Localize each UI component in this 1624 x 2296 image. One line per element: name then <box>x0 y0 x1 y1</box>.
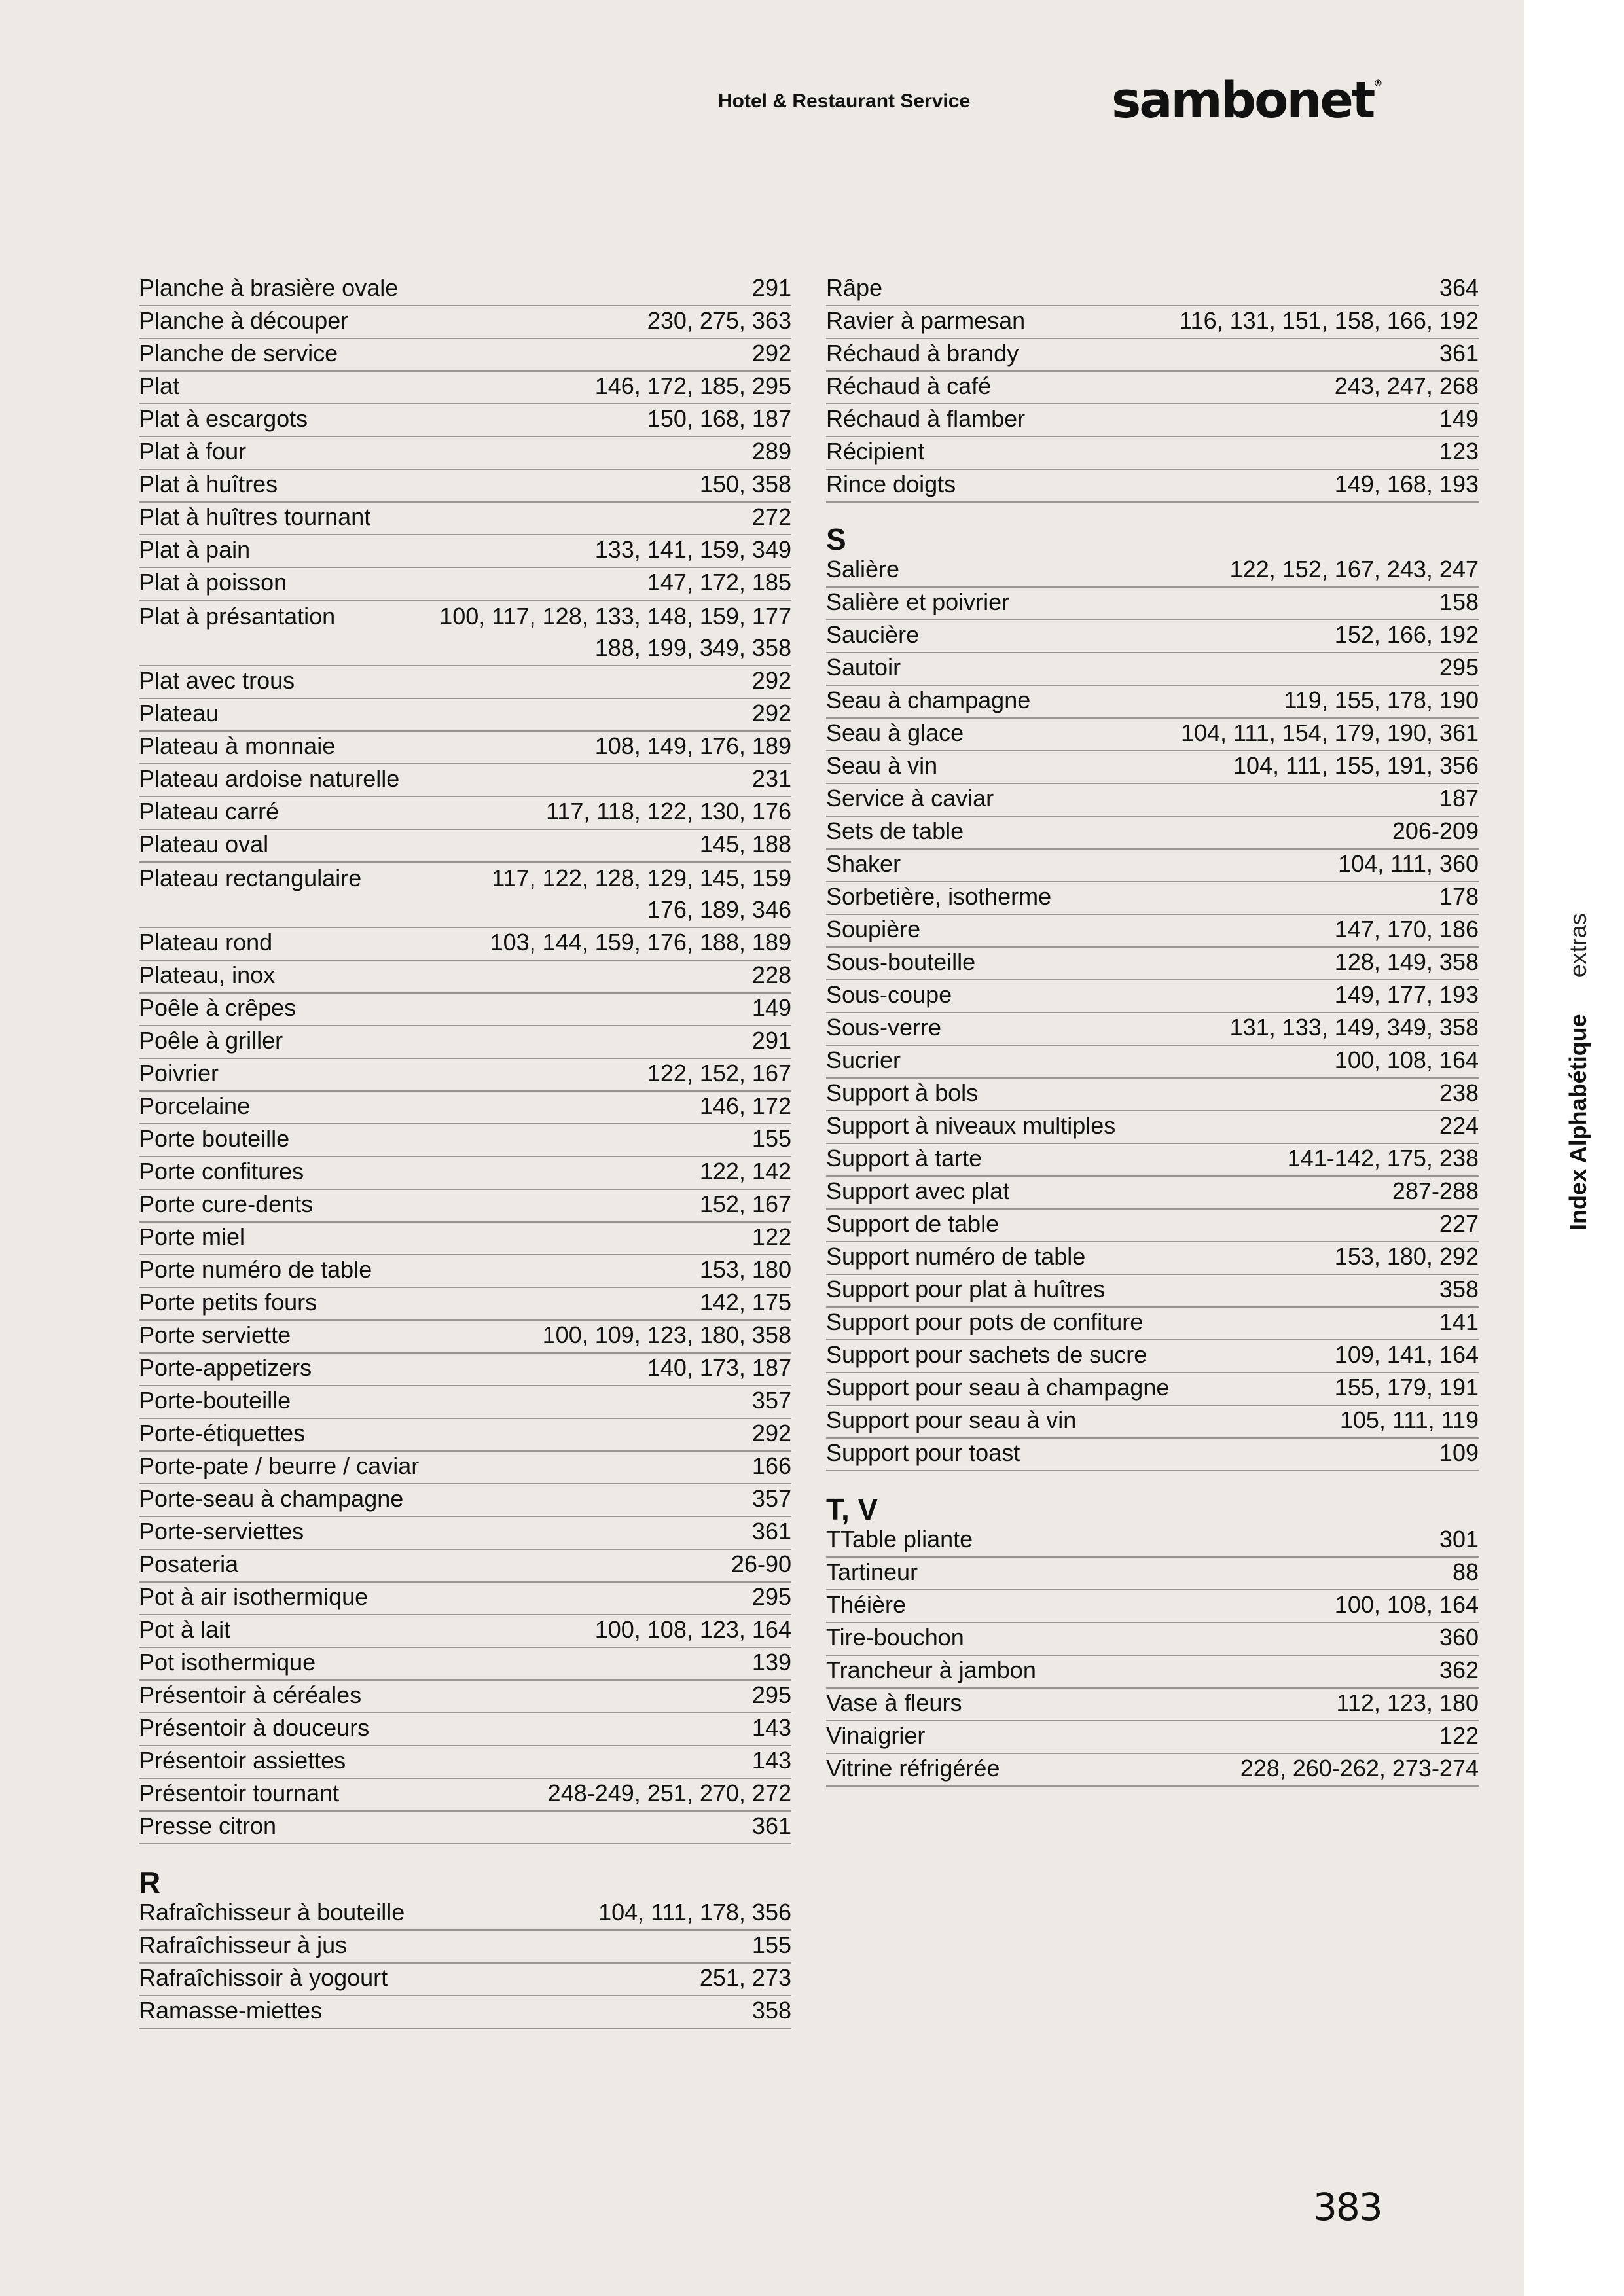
entry-pages: 153, 180 <box>699 1256 791 1283</box>
index-entry <box>826 1689 1479 1721</box>
chapter-title: extras <box>1564 913 1591 978</box>
index-entry <box>139 1550 791 1583</box>
index-entry <box>139 1419 791 1452</box>
entry-pages: 122, 142 <box>699 1158 791 1185</box>
entry-pages: 128, 149, 358 <box>1334 948 1479 975</box>
entry-pages: 155 <box>751 1125 791 1152</box>
entry-label: Plat à huîtres <box>139 471 278 497</box>
index-entry <box>826 1439 1479 1471</box>
index-entry <box>139 961 791 994</box>
index-entry <box>826 817 1479 850</box>
entry-label: Porte numéro de table <box>139 1256 372 1283</box>
entry-label: Salière <box>826 556 900 583</box>
entry-pages: 100, 117, 128, 133, 148, 159, 177 <box>439 603 791 630</box>
index-entry <box>826 1721 1479 1754</box>
entry-pages: 206-209 <box>1392 817 1479 844</box>
entry-pages: 360 <box>1439 1624 1479 1651</box>
index-entry <box>139 1964 791 1996</box>
entry-pages: 188, 199, 349, 358 <box>594 634 791 661</box>
index-entry <box>139 1354 791 1386</box>
index-entry <box>826 1623 1479 1656</box>
entry-pages: 141 <box>1439 1308 1479 1335</box>
entry-label: Poêle à crêpes <box>139 994 297 1021</box>
index-entry <box>139 568 791 601</box>
entry-label: Plateau carré <box>139 798 280 825</box>
entry-pages: 361 <box>751 1518 791 1545</box>
entry-label: Pot à air isothermique <box>139 1583 369 1610</box>
entry-pages: 100, 108, 123, 164 <box>594 1616 791 1643</box>
index-letter-heading: R <box>139 1865 161 1899</box>
index-entry <box>139 1321 791 1354</box>
entry-label: Râpe <box>826 274 883 301</box>
index-entry <box>826 882 1479 915</box>
index-entry <box>139 437 791 470</box>
index-entry <box>139 1484 791 1517</box>
entry-label: Plat à four <box>139 438 247 465</box>
entry-pages: 357 <box>751 1485 791 1512</box>
entry-label: Porte bouteille <box>139 1125 290 1152</box>
entry-pages: 301 <box>1439 1526 1479 1552</box>
entry-pages: 109, 141, 164 <box>1334 1341 1479 1368</box>
index-column-left <box>139 274 791 2029</box>
index-entry <box>139 306 791 339</box>
entry-pages: 117, 122, 128, 129, 145, 159 <box>492 865 791 891</box>
entry-pages: 291 <box>751 1027 791 1054</box>
header-subtitle: Hotel & Restaurant Service <box>718 90 971 112</box>
index-entry <box>826 1590 1479 1623</box>
entry-pages: 109 <box>1439 1439 1479 1466</box>
entry-label: Planche à brasière ovale <box>139 274 399 301</box>
index-entry <box>826 1373 1479 1406</box>
index-entry <box>826 339 1479 372</box>
entry-label: Salière et poivrier <box>826 588 1010 615</box>
entry-label: Rafraîchisseur à bouteille <box>139 1899 405 1926</box>
index-entry <box>139 1898 791 1931</box>
entry-label: Tire-bouchon <box>826 1624 964 1651</box>
entry-label: TTable pliante <box>826 1526 973 1552</box>
entry-label: Plat à huîtres tournant <box>139 503 371 530</box>
entry-label: Planche à découper <box>139 307 349 334</box>
index-entry <box>139 1812 791 1844</box>
entry-label: Pot isothermique <box>139 1649 316 1676</box>
entry-label: Sautoir <box>826 654 901 681</box>
index-entry <box>826 620 1479 653</box>
index-entry <box>826 850 1479 882</box>
entry-pages: 228 <box>751 961 791 988</box>
entry-pages: 155 <box>751 1931 791 1958</box>
index-entry <box>826 470 1479 503</box>
index-entry <box>139 1681 791 1713</box>
entry-pages: 122 <box>1439 1722 1479 1749</box>
entry-label: Support avec plat <box>826 1177 1010 1204</box>
entry-label: Présentoir à céréales <box>139 1681 362 1708</box>
entry-label: Sets de table <box>826 817 964 844</box>
entry-pages: 357 <box>751 1387 791 1414</box>
index-entry <box>139 1615 791 1648</box>
entry-pages: 292 <box>751 340 791 367</box>
index-letter-heading: S <box>826 522 846 556</box>
entry-label: Shaker <box>826 850 901 877</box>
entry-pages: 364 <box>1439 274 1479 301</box>
entry-pages: 231 <box>751 765 791 792</box>
index-entry <box>826 555 1479 588</box>
entry-pages: 238 <box>1439 1079 1479 1106</box>
index-entry <box>139 1255 791 1288</box>
index-entry <box>139 1223 791 1255</box>
entry-label: Support à niveaux multiples <box>826 1112 1116 1139</box>
index-entry <box>826 1046 1479 1079</box>
entry-label: Plateau à monnaie <box>139 732 336 759</box>
page-number: 383 <box>1313 2185 1382 2229</box>
entry-label: Présentoir à douceurs <box>139 1714 370 1741</box>
index-entry <box>826 306 1479 339</box>
entry-pages: 248-249, 251, 270, 272 <box>547 1780 791 1806</box>
index-entry <box>139 699 791 732</box>
entry-pages: 230, 275, 363 <box>647 307 791 334</box>
index-entry <box>139 274 791 306</box>
index-entry <box>826 1340 1479 1373</box>
index-entry <box>139 535 791 568</box>
index-entry <box>139 339 791 372</box>
index-entry <box>139 634 791 666</box>
entry-pages: 155, 179, 191 <box>1334 1374 1479 1401</box>
index-entry <box>826 404 1479 437</box>
index-entry <box>139 1386 791 1419</box>
entry-pages: 358 <box>751 1997 791 2024</box>
entry-pages: 104, 111, 178, 356 <box>598 1899 791 1926</box>
entry-pages: 104, 111, 154, 179, 190, 361 <box>1180 719 1479 746</box>
index-entry <box>139 1452 791 1484</box>
entry-label: Seau à glace <box>826 719 964 746</box>
entry-pages: 176, 189, 346 <box>647 896 791 923</box>
entry-pages: 133, 141, 159, 349 <box>594 536 791 563</box>
entry-label: Sous-bouteille <box>826 948 976 975</box>
index-entry <box>139 1746 791 1779</box>
entry-label: Réchaud à café <box>826 372 992 399</box>
entry-label: Porcelaine <box>139 1092 251 1119</box>
index-entry <box>826 1558 1479 1590</box>
index-entry <box>139 1288 791 1321</box>
entry-label: Poêle à griller <box>139 1027 283 1054</box>
entry-pages: 145, 188 <box>699 831 791 857</box>
index-entry <box>139 830 791 863</box>
entry-pages: 287-288 <box>1392 1177 1479 1204</box>
index-entry <box>139 601 791 634</box>
entry-label: Posateria <box>139 1551 239 1577</box>
entry-pages: 295 <box>1439 654 1479 681</box>
entry-label: Support numéro de table <box>826 1243 1086 1270</box>
index-entry <box>139 666 791 699</box>
entry-label: Porte-étiquettes <box>139 1420 306 1446</box>
entry-label: Support à tarte <box>826 1145 983 1172</box>
entry-label: Plateau <box>139 700 219 726</box>
entry-label: Support pour sachets de sucre <box>826 1341 1147 1368</box>
entry-pages: 224 <box>1439 1112 1479 1139</box>
index-entry <box>139 994 791 1026</box>
index-entry <box>139 928 791 961</box>
entry-label: Sorbetière, isotherme <box>826 883 1052 910</box>
entry-pages: 100, 109, 123, 180, 358 <box>542 1321 791 1348</box>
entry-pages: 119, 155, 178, 190 <box>1284 687 1479 713</box>
index-entry <box>139 764 791 797</box>
entry-label: Sous-coupe <box>826 981 952 1008</box>
brand-name: sambonet <box>1111 71 1374 129</box>
entry-pages: 291 <box>751 274 791 301</box>
index-entry <box>826 1013 1479 1046</box>
entry-label: Ramasse-miettes <box>139 1997 323 2024</box>
entry-label: Porte-appetizers <box>139 1354 312 1381</box>
index-entry <box>139 1157 791 1190</box>
entry-pages: 292 <box>751 667 791 694</box>
index-entry <box>826 719 1479 751</box>
entry-label: Rince doigts <box>826 471 956 497</box>
entry-label: Plateau oval <box>139 831 269 857</box>
index-entry <box>826 372 1479 404</box>
entry-pages: 131, 133, 149, 349, 358 <box>1229 1014 1479 1041</box>
index-entry <box>826 653 1479 686</box>
registered-mark: ® <box>1373 79 1381 89</box>
index-entry <box>139 732 791 764</box>
entry-pages: 142, 175 <box>699 1289 791 1316</box>
index-entry <box>826 1210 1479 1242</box>
entry-label: Support pour toast <box>826 1439 1020 1466</box>
entry-label: Réchaud à flamber <box>826 405 1026 432</box>
side-label <box>1564 913 1592 1230</box>
entry-label: Porte serviette <box>139 1321 291 1348</box>
index-entry <box>826 588 1479 620</box>
entry-label: Plat <box>139 372 180 399</box>
entry-label: Service à caviar <box>826 785 994 812</box>
index-entry <box>139 1931 791 1964</box>
index-entry <box>826 1308 1479 1340</box>
entry-pages: 158 <box>1439 588 1479 615</box>
index-entry <box>826 1275 1479 1308</box>
entry-label: Vitrine réfrigérée <box>826 1755 1000 1782</box>
entry-label: Support de table <box>826 1210 1000 1237</box>
entry-pages: 152, 166, 192 <box>1334 621 1479 648</box>
index-entry <box>139 1648 791 1681</box>
index-entry <box>826 1242 1479 1275</box>
entry-label: Trancheur à jambon <box>826 1657 1036 1683</box>
index-entry <box>826 1144 1479 1177</box>
entry-label: Plat à escargots <box>139 405 308 432</box>
entry-label: Réchaud à brandy <box>826 340 1019 367</box>
entry-pages: 141-142, 175, 238 <box>1287 1145 1479 1172</box>
entry-label: Sucrier <box>826 1047 901 1073</box>
entry-pages: 149 <box>1439 405 1479 432</box>
index-entry <box>139 1996 791 2029</box>
index-entry <box>826 437 1479 470</box>
entry-label: Porte confitures <box>139 1158 304 1185</box>
entry-pages: 147, 172, 185 <box>647 569 791 596</box>
entry-pages: 150, 358 <box>699 471 791 497</box>
entry-pages: 103, 144, 159, 176, 188, 189 <box>490 929 791 956</box>
entry-pages: 295 <box>751 1681 791 1708</box>
entry-label: Plat avec trous <box>139 667 295 694</box>
entry-label: Pot à lait <box>139 1616 231 1643</box>
entry-pages: 272 <box>751 503 791 530</box>
entry-pages: 146, 172, 185, 295 <box>594 372 791 399</box>
entry-label: Plateau ardoise naturelle <box>139 765 400 792</box>
entry-label: Plat à pain <box>139 536 251 563</box>
entry-pages: 88 <box>1452 1558 1479 1585</box>
index-column-right <box>826 274 1479 1787</box>
entry-label: Support pour plat à huîtres <box>826 1276 1106 1302</box>
entry-pages: 361 <box>1439 340 1479 367</box>
entry-label: Plateau rond <box>139 929 273 956</box>
index-entry <box>139 372 791 404</box>
entry-label: Poivrier <box>139 1060 219 1086</box>
index-entry <box>139 404 791 437</box>
entry-label: Présentoir tournant <box>139 1780 340 1806</box>
entry-pages: 187 <box>1439 785 1479 812</box>
entry-pages: 143 <box>751 1714 791 1741</box>
entry-label: Plat à poisson <box>139 569 287 596</box>
section-title: Index Alphabétique <box>1564 1014 1591 1230</box>
entry-pages: 149 <box>751 994 791 1021</box>
index-entry <box>139 470 791 503</box>
index-entry <box>826 1079 1479 1111</box>
index-entry <box>826 1525 1479 1558</box>
entry-pages: 361 <box>751 1812 791 1839</box>
index-letter-heading: T, V <box>826 1492 878 1526</box>
index-entry <box>139 1059 791 1092</box>
entry-pages: 26-90 <box>731 1551 791 1577</box>
entry-pages: 143 <box>751 1747 791 1774</box>
index-entry <box>826 751 1479 784</box>
entry-label: Ravier à parmesan <box>826 307 1026 334</box>
entry-label: Porte-pate / beurre / caviar <box>139 1452 420 1479</box>
entry-label: Support pour seau à champagne <box>826 1374 1170 1401</box>
entry-pages: 122 <box>751 1223 791 1250</box>
entry-pages: 112, 123, 180 <box>1336 1689 1479 1716</box>
index-entry <box>139 797 791 830</box>
entry-pages: 116, 131, 151, 158, 166, 192 <box>1179 307 1479 334</box>
index-entry <box>826 1754 1479 1787</box>
entry-label: Plateau, inox <box>139 961 276 988</box>
entry-pages: 153, 180, 292 <box>1334 1243 1479 1270</box>
entry-pages: 147, 170, 186 <box>1334 916 1479 942</box>
index-entry <box>826 274 1479 306</box>
entry-pages: 108, 149, 176, 189 <box>594 732 791 759</box>
brand-logo <box>1111 71 1380 129</box>
index-entry <box>826 1177 1479 1210</box>
entry-label: Seau à champagne <box>826 687 1031 713</box>
index-entry <box>826 980 1479 1013</box>
entry-label: Planche de service <box>139 340 338 367</box>
entry-label: Porte miel <box>139 1223 245 1250</box>
index-entry <box>139 1517 791 1550</box>
entry-pages: 358 <box>1439 1276 1479 1302</box>
index-entry <box>826 686 1479 719</box>
entry-pages: 122, 152, 167 <box>647 1060 791 1086</box>
index-entry <box>826 784 1479 817</box>
index-entry <box>139 1713 791 1746</box>
entry-pages: 362 <box>1439 1657 1479 1683</box>
index-entry <box>139 1190 791 1223</box>
entry-pages: 166 <box>751 1452 791 1479</box>
index-entry <box>139 895 791 928</box>
entry-label: Porte-bouteille <box>139 1387 291 1414</box>
entry-pages: 105, 111, 119 <box>1339 1407 1479 1433</box>
entry-label: Porte cure-dents <box>139 1191 314 1217</box>
entry-pages: 227 <box>1439 1210 1479 1237</box>
entry-label: Porte-seau à champagne <box>139 1485 404 1512</box>
index-entry <box>139 863 791 895</box>
entry-label: Présentoir assiettes <box>139 1747 346 1774</box>
entry-pages: 251, 273 <box>699 1964 791 1991</box>
index-entry <box>139 1124 791 1157</box>
entry-pages: 104, 111, 360 <box>1338 850 1479 877</box>
entry-label: Porte petits fours <box>139 1289 317 1316</box>
entry-pages: 150, 168, 187 <box>647 405 791 432</box>
entry-pages: 228, 260-262, 273-274 <box>1240 1755 1479 1782</box>
entry-label: Plat à présantation <box>139 603 336 630</box>
entry-label: Soupière <box>826 916 921 942</box>
entry-pages: 140, 173, 187 <box>647 1354 791 1381</box>
index-entry <box>826 948 1479 980</box>
entry-pages: 295 <box>751 1583 791 1610</box>
entry-label: Saucière <box>826 621 920 648</box>
entry-pages: 178 <box>1439 883 1479 910</box>
entry-label: Porte-serviettes <box>139 1518 304 1545</box>
entry-pages: 243, 247, 268 <box>1334 372 1479 399</box>
entry-pages: 100, 108, 164 <box>1334 1047 1479 1073</box>
entry-label: Support pour seau à vin <box>826 1407 1077 1433</box>
entry-label: Rafraîchisseur à jus <box>139 1931 348 1958</box>
entry-pages: 100, 108, 164 <box>1334 1591 1479 1618</box>
entry-pages: 104, 111, 155, 191, 356 <box>1233 752 1479 779</box>
entry-pages: 292 <box>751 700 791 726</box>
entry-pages: 117, 118, 122, 130, 176 <box>546 798 791 825</box>
index-entry <box>826 1111 1479 1144</box>
index-entry <box>139 1026 791 1059</box>
index-entry <box>826 1656 1479 1689</box>
entry-pages: 146, 172 <box>699 1092 791 1119</box>
entry-label: Plateau rectangulaire <box>139 865 362 891</box>
entry-label: Vinaigrier <box>826 1722 926 1749</box>
index-entry <box>139 1092 791 1124</box>
entry-label: Sous-verre <box>826 1014 942 1041</box>
entry-label: Support pour pots de confiture <box>826 1308 1144 1335</box>
entry-pages: 149, 177, 193 <box>1334 981 1479 1008</box>
entry-pages: 122, 152, 167, 243, 247 <box>1229 556 1479 583</box>
entry-pages: 292 <box>751 1420 791 1446</box>
entry-label: Vase à fleurs <box>826 1689 962 1716</box>
entry-pages: 289 <box>751 438 791 465</box>
entry-pages: 139 <box>751 1649 791 1676</box>
entry-label: Récipient <box>826 438 925 465</box>
entry-pages: 123 <box>1439 438 1479 465</box>
entry-pages: 149, 168, 193 <box>1334 471 1479 497</box>
entry-label: Seau à vin <box>826 752 938 779</box>
entry-label: Théière <box>826 1591 907 1618</box>
index-entry <box>139 1583 791 1615</box>
entry-label: Presse citron <box>139 1812 277 1839</box>
index-entry <box>139 1779 791 1812</box>
entry-pages: 152, 167 <box>699 1191 791 1217</box>
entry-label: Rafraîchissoir à yogourt <box>139 1964 388 1991</box>
index-entry <box>826 1406 1479 1439</box>
entry-label: Support à bols <box>826 1079 979 1106</box>
entry-label: Tartineur <box>826 1558 918 1585</box>
index-entry <box>139 503 791 535</box>
index-entry <box>826 915 1479 948</box>
